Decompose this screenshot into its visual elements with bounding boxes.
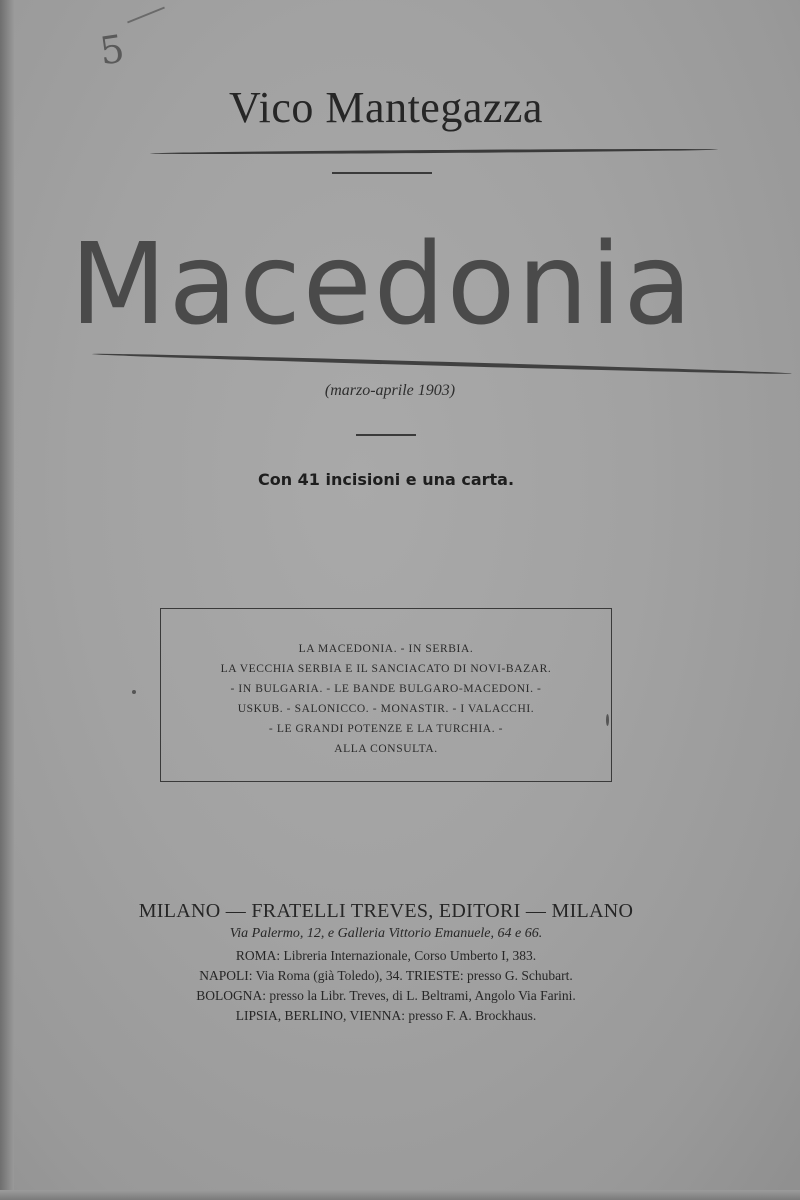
illustrations-note: Con 41 incisioni e una carta. [257, 470, 515, 489]
pencil-stroke [127, 7, 165, 24]
publisher-lipsia: LIPSIA, BERLINO, VIENNA: presso F. A. Brockhaus. [235, 1008, 537, 1023]
publisher-roma: ROMA: Libreria Internazionale, Corso Umberto I, 383. [235, 948, 537, 963]
contents-line: - LE GRANDI POTENZE E LA TURCHIA. - [268, 723, 504, 735]
publisher-name: MILANO — FRATELLI TREVES, EDITORI — MILANO [138, 900, 634, 922]
contents-line: LA VECCHIA SERBIA E IL SANCIACATO DI NOVI-BAZAR. [220, 663, 552, 675]
date-range: (marzo-aprile 1903) [324, 382, 456, 399]
short-divider [332, 172, 432, 174]
contents-line: LA MACEDONIA. - IN SERBIA. [298, 643, 474, 655]
pencil-number-note: 5 [97, 26, 128, 74]
contents-line: ALLA CONSULTA. [334, 743, 438, 755]
book-title: Macedonia [69, 220, 695, 350]
contents-list [161, 639, 611, 759]
contents-box [160, 608, 612, 782]
small-divider [356, 434, 416, 436]
title-rule [92, 352, 792, 376]
publisher-napoli-trieste: NAPOLI: Via Roma (già Toledo), 34. TRIESTE: presso G. Schubart. [199, 968, 573, 983]
publisher-bologna: BOLOGNA: presso la Libr. Treves, di L. Beltrami, Angolo Via Farini. [196, 988, 576, 1003]
margin-speck [606, 714, 609, 726]
author-rule [150, 148, 718, 155]
publisher-address: Via Palermo, 12, e Galleria Vittorio Emanuele, 64 e 66. [229, 926, 543, 941]
contents-line: - IN BULGARIA. - LE BANDE BULGARO-MACEDONI. - [230, 683, 542, 695]
contents-line: USKUB. - SALONICCO. - MONASTIR. - I VALACCHI. [237, 703, 535, 715]
author-name: Vico Mantegazza [229, 83, 543, 132]
margin-speck [132, 690, 136, 694]
page-bottom-edge-shadow [0, 1190, 800, 1200]
